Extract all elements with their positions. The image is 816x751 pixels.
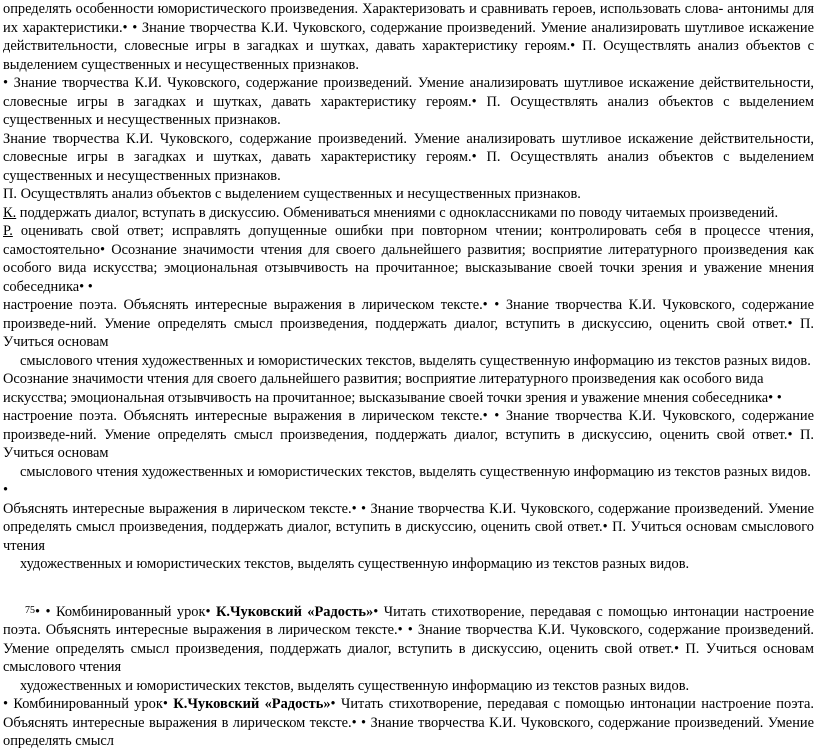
paragraph-9: настроение поэта. Объяснять интересные выражения в лирическом тексте.• • Знание творчества К.И. Чуковского, содержание произведе-ний. Умение определять смысл произведения, поддержать диалог, вступить в дискуссию, оценить свой ответ.• П. Учиться основам — [3, 408, 814, 461]
label-k: К. — [3, 204, 17, 221]
paragraph-2: • Знание творчества К.И. Чуковского, содержание произведений. Умение анализировать шутливое искажение действительности, словесные игры в загадках и шутках, давать характеристику героям.• П. Осуществлять анализ объектов с выделением существенных и несущественных признаков. — [3, 75, 814, 128]
paragraph-7: настроение поэта. Объяснять интересные выражения в лирическом тексте.• • Знание творчества К.И. Чуковского, содержание произведе-ний. Умение определять смысл произведения, поддержать диалог, вступить в дискуссию, оценить свой ответ.• П. Учиться основам — [3, 297, 814, 350]
lesson-type-2: • Комбинированный урок• — [3, 696, 174, 712]
spacer — [0, 574, 816, 602]
lesson-75-indent: художественных и юмористических текстов, выделять существенную информацию из текстов разных видов. — [20, 677, 690, 694]
paragraph-9-indent: смыслового чтения художественных и юмористических текстов, выделять существенную информацию из текстов разных видов. — [20, 463, 811, 480]
paragraph-11: Объяснять интересные выражения в лирическом тексте.• • Знание творчества К.И. Чуковского, содержание произведений. Умение определять смысл произведения, поддержать диалог, вступить в дискуссию, оценить свой ответ.• П. Учиться основам смыслового чтения — [3, 500, 814, 554]
paragraph-7-indent: смыслового чтения художественных и юмористических текстов, выделять существенную информацию из текстов разных видов. — [20, 352, 811, 369]
label-r: Р. — [3, 223, 13, 239]
lesson-number: 75 — [25, 604, 35, 616]
paragraph-1: определять особенности юмористического произведения. Характеризовать и сравнивать героев, использовать слова- антонимы для их характеристики.• • Знание творчества К.И. Чуковского, содержание произведений. Умение анализировать шутливое искажение действительности, словесные игры в загадках и шутках, давать характеристику героям.• П. Осуществлять анализ объектов с выделением существенных и несущественных признаков. — [3, 1, 814, 73]
lesson-row-2 — [0, 695, 816, 751]
paragraph-r — [0, 222, 816, 296]
paragraph-r-text: оценивать свой ответ; исправлять допущенные ошибки при повторном чтении; контролировать себя в процессе чтения, самостоятельно• Осознание значимости чтения для своего дальнейшего развития; восприятие литературного произведения как особого вида искусства; эмоциональная отзывчивость на прочитанное; высказывание своей точки зрения и уважение мнения собеседника• • — [3, 223, 814, 295]
lesson-75-row — [0, 602, 816, 677]
paragraph-8: Осознание значимости чтения для своего дальнейшего развития; восприятие литературного произведения как особого вида искусства; эмоциональная отзывчивость на прочитанное; высказывание своей точки зрения и уважение мнения собеседника• • — [3, 371, 782, 406]
paragraph-k — [0, 204, 816, 223]
paragraph-3: Знание творчества К.И. Чуковского, содержание произведений. Умение анализировать шутливое искажение действительности, словесные игры в загадках и шутках, давать характеристику героям.• П. Осуществлять анализ объектов с выделением существенных и несущественных признаков. — [3, 130, 814, 184]
lesson-type: • • Комбинированный урок• — [35, 603, 216, 620]
paragraph-k-text: поддержать диалог, вступать в дискуссию. Обмениваться мнениями с одноклассниками по поводу читаемых произведений. — [16, 204, 779, 221]
lesson-title-2: К.Чуковский «Радость» — [173, 696, 331, 712]
lesson-text-2: • Читать стихотворение, передавая с помощью интонации настроение поэта. Объяснять интересные выражения в лирическом тексте.• • Знание творчества К.И. Чуковского, содержание произведений. Умение определять смысл — [3, 696, 815, 749]
bullet-line: • — [3, 482, 9, 498]
paragraph-4: П. Осуществлять анализ объектов с выделением существенных и несущественных признаков. — [3, 186, 581, 202]
lesson-text: • Читать стихотворение, передавая с помощью интонации настроение поэта. Объяснять интересные выражения в лирическом тексте.• • Знание творчества К.И. Чуковского, содержание произведений. Умение определять смысл произведения, поддержать диалог, вступить в дискуссию, оценить свой ответ.• П. Учиться основам смыслового чтения — [3, 603, 814, 675]
lesson-title: К.Чуковский «Радость» — [215, 603, 374, 620]
paragraph-11-indent: художественных и юмористических текстов, выделять существенную информацию из текстов разных видов. — [20, 556, 690, 572]
